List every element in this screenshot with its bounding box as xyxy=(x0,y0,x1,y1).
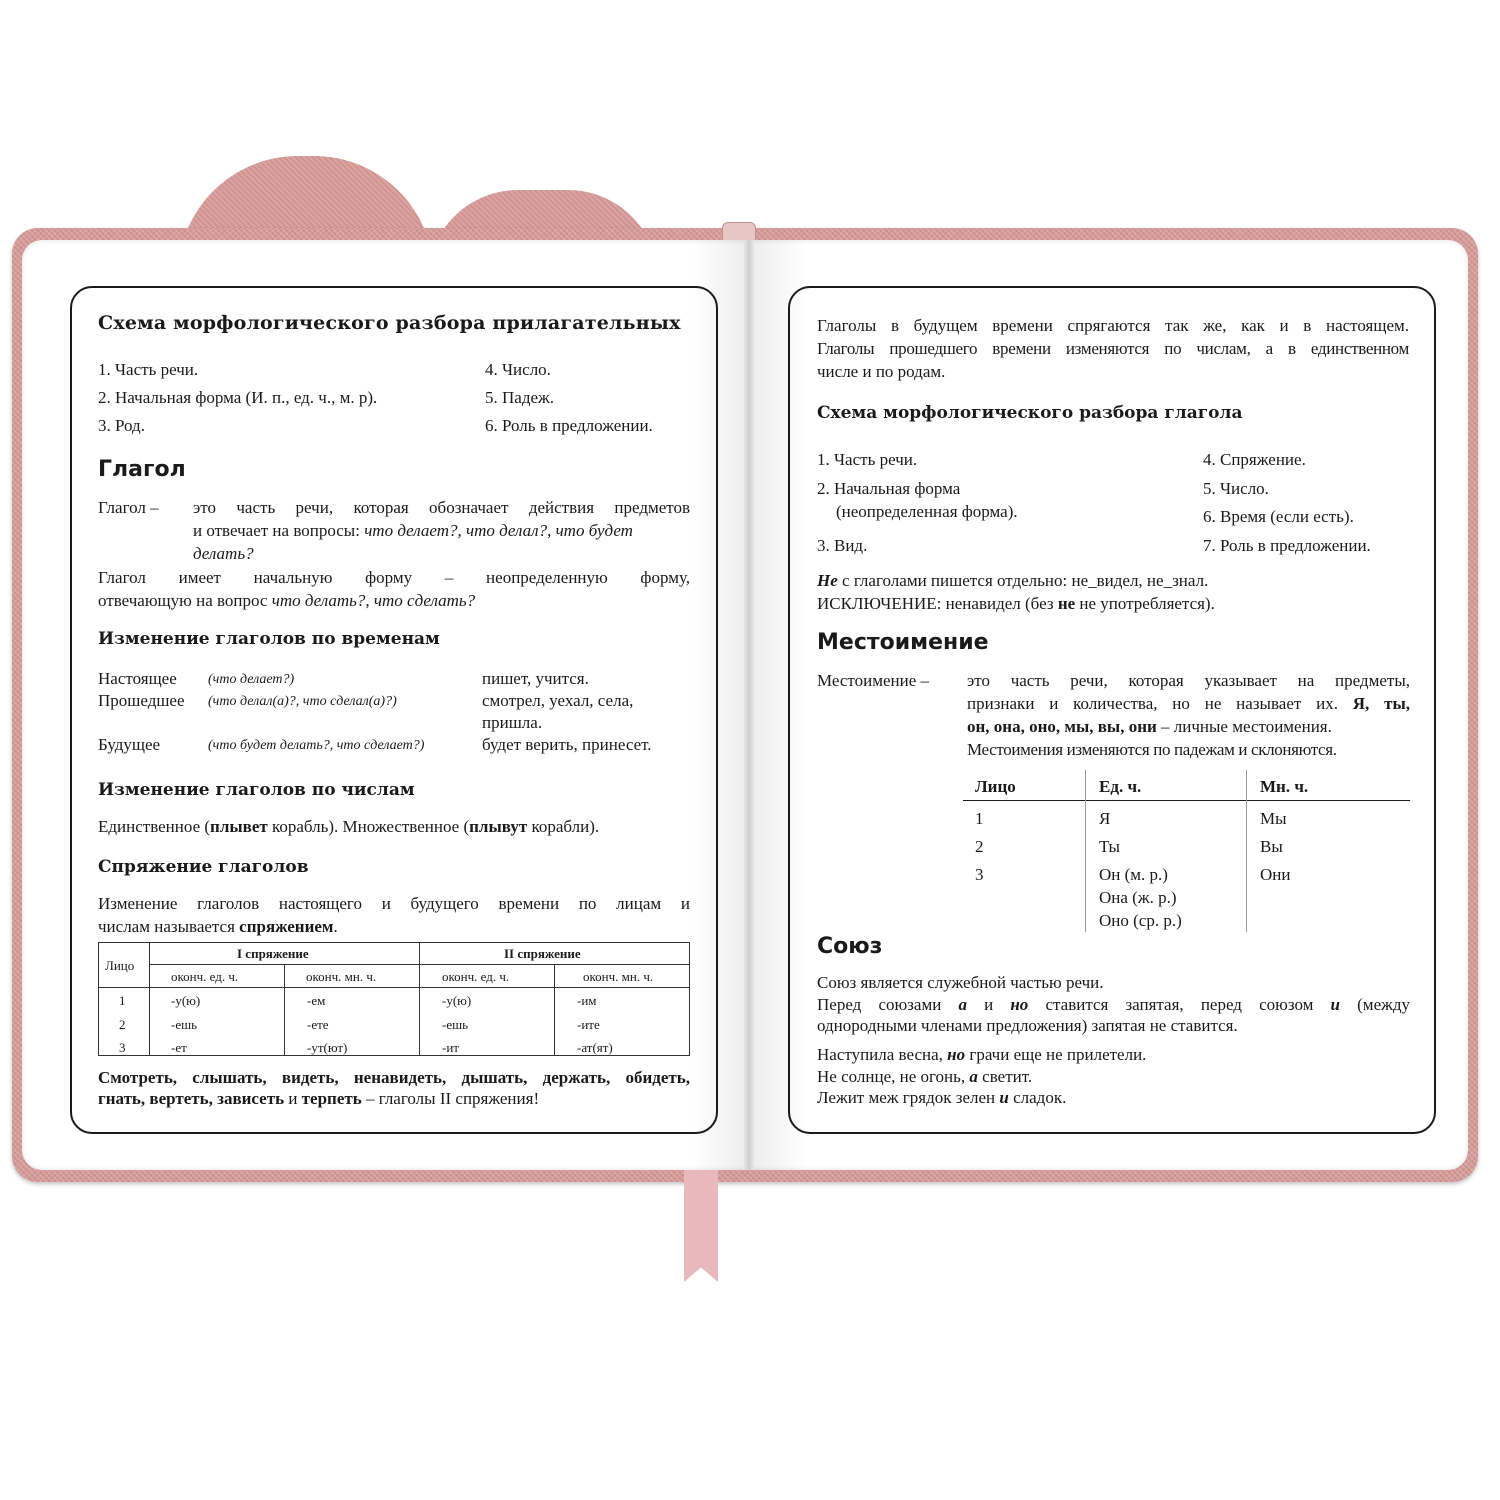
verb-scheme-item: 6. Время (если есть). xyxy=(1203,507,1354,526)
tense-example: пишет, учится. xyxy=(482,669,589,688)
pronoun-table-divider xyxy=(1085,770,1086,932)
conj2-exceptions-line: гнать, вертеть, зависеть и терпеть – глаголы II спряжения! xyxy=(98,1089,540,1108)
conjugation-text: Изменение глаголов настоящего и будущего времени по лицам и xyxy=(98,894,690,913)
pronoun-definition-line: это часть речи, которая указывает на предметы, xyxy=(967,671,1410,690)
ne-rule: Не с глаголами пишется отдельно: не_видел, не_знал. xyxy=(817,571,1209,590)
table-cell: -ат(ят) xyxy=(577,1040,613,1055)
verb-scheme-item: 2. Начальная форма xyxy=(817,479,961,498)
table-header-conj2: II спряжение xyxy=(504,946,581,961)
future-tense-text: числе и по родам. xyxy=(817,362,946,381)
table-cell: -ешь xyxy=(442,1017,469,1032)
tense-name: Настоящее xyxy=(98,669,177,688)
tense-name: Прошедшее xyxy=(98,691,185,710)
table-cell: -ешь xyxy=(171,1017,198,1032)
conjugation-heading: Спряжение глаголов xyxy=(98,857,309,877)
table-header-conj1: I спряжение xyxy=(237,946,309,961)
ne-exception: ИСКЛЮЧЕНИЕ: ненавидел (без не не употребляется). xyxy=(817,594,1215,613)
verb-scheme-title: Схема морфологического разбора глагола xyxy=(817,403,1243,423)
verb-scheme-item: 3. Вид. xyxy=(817,536,868,555)
table-cell: -ет xyxy=(171,1040,187,1055)
verb-scheme-item: 7. Роль в предложении. xyxy=(1203,536,1371,555)
table-subheader: оконч. мн. ч. xyxy=(306,969,377,984)
table-subheader: оконч. ед. ч. xyxy=(442,969,510,984)
pronoun-term: Местоимение – xyxy=(817,671,930,690)
pronoun-definition-line: он, она, оно, мы, вы, они – личные местоимения. xyxy=(967,717,1332,736)
table-subheader: оконч. мн. ч. xyxy=(583,969,654,984)
pronoun-table-cell: 1 xyxy=(975,809,984,828)
pronoun-definition-line: признаки и количества, но не называет их. Я, ты, xyxy=(967,694,1410,713)
conjugation-table xyxy=(98,942,690,1056)
verb-heading: Глагол xyxy=(98,457,186,482)
tense-question: (что делал(а)?, что сделал(а)?) xyxy=(208,694,397,709)
tense-name: Будущее xyxy=(98,735,161,754)
pronoun-table-cell: 3 xyxy=(975,865,984,884)
conjunction-example: Лежит меж грядок зелен и сладок. xyxy=(817,1088,1067,1107)
pronoun-heading: Местоимение xyxy=(817,630,989,655)
table-cell: 2 xyxy=(119,1017,126,1032)
pronoun-table-cell: Они xyxy=(1260,865,1291,884)
future-tense-text: Глаголы в будущем времени спрягаются так же, как и в настоящем. xyxy=(817,316,1409,335)
bookmark-ribbon[interactable] xyxy=(684,1160,718,1282)
conjunction-text: однородными членами предложения) запятая не ставится. xyxy=(817,1016,1238,1035)
pronoun-table-header: Ед. ч. xyxy=(1099,777,1142,796)
verb-infinitive-line: Глагол имеет начальную форму – неопределенную форму, xyxy=(98,568,690,587)
pronoun-table-cell: Мы xyxy=(1260,809,1287,828)
pronoun-table-header: Лицо xyxy=(975,777,1016,796)
tense-example: смотрел, уехал, села, xyxy=(482,691,634,710)
number-text: Единственное (плывет корабль). Множественное (плывут корабли). xyxy=(98,817,600,836)
conjunction-example: Не солнце, не огонь, а светит. xyxy=(817,1067,1033,1086)
table-cell: -у(ю) xyxy=(171,993,201,1008)
adjective-scheme-title: Схема морфологического разбора прилагательных xyxy=(98,312,681,334)
verb-definition-line: и отвечает на вопросы: что делает?, что делал?, что будет xyxy=(193,521,633,540)
table-cell: -у(ю) xyxy=(442,993,472,1008)
pronoun-definition-line: Местоимения изменяются по падежам и склоняются. xyxy=(967,740,1337,759)
adj-item: 5. Падеж. xyxy=(485,388,555,407)
verb-scheme-item: 1. Часть речи. xyxy=(817,450,918,469)
conj2-exceptions-line: Смотреть, слышать, видеть, ненавидеть, дышать, держать, обидеть, xyxy=(98,1068,690,1087)
adj-item: 3. Род. xyxy=(98,416,145,435)
verb-scheme-item: (неопределенная форма). xyxy=(836,502,1018,521)
conjunction-text: Перед союзами а и но ставится запятая, перед союзом и (между xyxy=(817,995,1411,1014)
verb-infinitive-line: отвечающую на вопрос что делать?, что сделать? xyxy=(98,591,476,610)
table-cell: -ем xyxy=(307,993,326,1008)
adj-item: 6. Роль в предложении. xyxy=(485,416,653,435)
pronoun-table-cell: Он (м. р.) xyxy=(1099,865,1168,884)
pronoun-table-cell: Ты xyxy=(1099,837,1120,856)
table-cell: -им xyxy=(577,993,597,1008)
adj-item: 1. Часть речи. xyxy=(98,360,199,379)
table-cell: 1 xyxy=(119,993,126,1008)
tense-example: будет верить, принесет. xyxy=(482,735,652,754)
table-cell: -ит xyxy=(442,1040,459,1055)
pronoun-table-cell: Я xyxy=(1099,809,1111,828)
table-subheader: оконч. ед. ч. xyxy=(171,969,239,984)
pronoun-table-cell: Оно (ср. р.) xyxy=(1099,911,1182,930)
table-cell: -ут(ют) xyxy=(307,1040,348,1055)
adj-item: 2. Начальная форма (И. п., ед. ч., м. р). xyxy=(98,388,378,407)
adj-item: 4. Число. xyxy=(485,360,551,379)
table-cell: -ите xyxy=(577,1017,600,1032)
tense-question: (что будет делать?, что сделает?) xyxy=(208,738,425,753)
table-cell: -ете xyxy=(307,1017,329,1032)
tense-example: пришла. xyxy=(482,713,543,732)
verb-term: Глагол – xyxy=(98,498,159,517)
verb-scheme-item: 4. Спряжение. xyxy=(1203,450,1306,469)
conjugation-text: числам называется спряжением. xyxy=(98,917,338,936)
verb-scheme-item: 5. Число. xyxy=(1203,479,1269,498)
table-cell: 3 xyxy=(119,1040,126,1055)
conjunction-heading: Союз xyxy=(817,934,883,959)
table-header-person: Лицо xyxy=(105,958,135,973)
verb-definition-line: делать? xyxy=(193,544,254,563)
conjunction-text: Союз является служебной частью речи. xyxy=(817,973,1104,992)
conjunction-example: Наступила весна, но грачи еще не прилетели. xyxy=(817,1045,1147,1064)
pronoun-table-cell: 2 xyxy=(975,837,984,856)
pronoun-table-divider xyxy=(1246,770,1247,932)
tense-question: (что делает?) xyxy=(208,672,295,687)
pronoun-table-cell: Вы xyxy=(1260,837,1283,856)
verb-definition-line: это часть речи, которая обозначает действия предметов xyxy=(193,498,690,517)
page-gutter xyxy=(744,240,754,1170)
pronoun-table-header: Мн. ч. xyxy=(1260,777,1309,796)
tense-heading: Изменение глаголов по временам xyxy=(98,629,440,649)
future-tense-text: Глаголы прошедшего времени изменяются по числам, а в единственном xyxy=(817,339,1409,358)
number-heading: Изменение глаголов по числам xyxy=(98,780,415,800)
pronoun-table-rule xyxy=(963,800,1410,801)
pronoun-table-cell: Она (ж. р.) xyxy=(1099,888,1177,907)
